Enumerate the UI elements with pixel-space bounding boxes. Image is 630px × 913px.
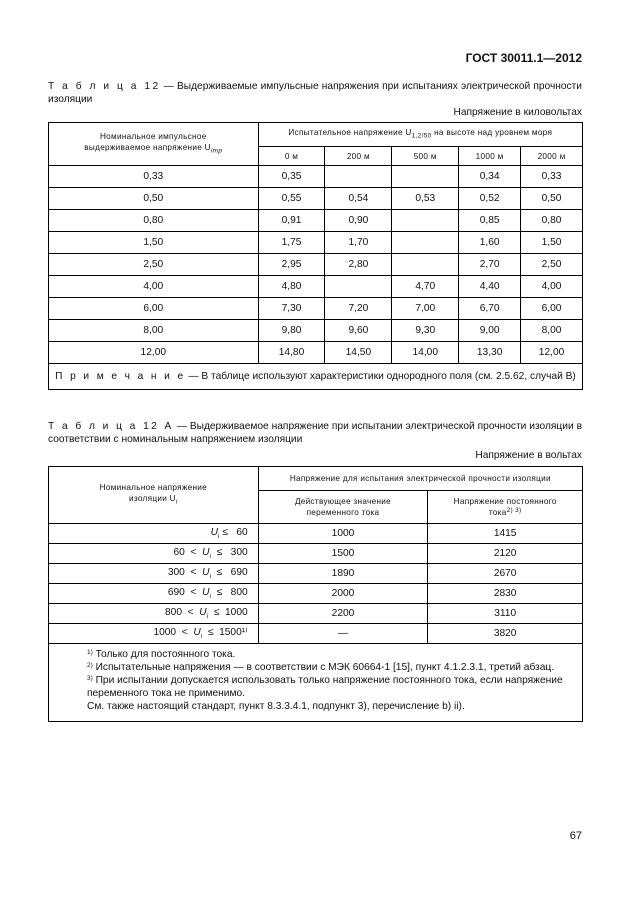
- table12a-group-header: Напряжение для испытания электрической прочности изоляции: [258, 467, 582, 491]
- test-voltage-cell: 6,00: [521, 298, 583, 320]
- test-voltage-cell: 7,00: [392, 298, 459, 320]
- header-text: Действующее значение: [294, 497, 392, 506]
- dc-voltage-cell: 2670: [428, 564, 583, 584]
- header-text: изоляции U: [129, 494, 176, 504]
- test-voltage-cell: 9,60: [325, 320, 392, 342]
- ac-voltage-cell: 1890: [258, 564, 428, 584]
- table-row: [49, 342, 583, 364]
- table12: [48, 122, 583, 390]
- test-voltage-cell: 9,80: [258, 320, 325, 342]
- header-text: Номинальное напряжение: [99, 483, 208, 493]
- header-sub: i: [175, 498, 178, 506]
- table-row: [49, 624, 583, 644]
- table-row: [49, 524, 583, 544]
- document-code: ГОСТ 30011.1—2012: [465, 51, 582, 65]
- table12a: [48, 466, 583, 722]
- ac-voltage-cell: —: [258, 624, 428, 644]
- altitude-header: 2000 м: [521, 147, 583, 166]
- test-voltage-cell: 0,91: [258, 210, 325, 232]
- nominal-voltage-cell: 6,00: [49, 298, 259, 320]
- altitude-header: 0 м: [258, 147, 325, 166]
- test-voltage-cell: [392, 232, 459, 254]
- table12a-col1-header: [49, 467, 259, 524]
- nominal-voltage-cell: 0,80: [49, 210, 259, 232]
- header-sub: 1,2/50: [411, 132, 432, 140]
- test-voltage-cell: 0,54: [325, 188, 392, 210]
- test-voltage-cell: 7,20: [325, 298, 392, 320]
- ac-voltage-cell: 2000: [258, 584, 428, 604]
- dc-voltage-cell: 1415: [428, 524, 583, 544]
- test-voltage-cell: 12,00: [521, 342, 583, 364]
- dc-voltage-cell: 2830: [428, 584, 583, 604]
- test-voltage-cell: 1,75: [258, 232, 325, 254]
- header-text: выдерживаемое напряжение U: [84, 143, 211, 153]
- table12a-units: Напряжение в вольтах: [475, 450, 582, 461]
- dc-voltage-cell: 3820: [428, 624, 583, 644]
- test-voltage-cell: 9,00: [459, 320, 521, 342]
- nominal-voltage-cell: 0,50: [49, 188, 259, 210]
- footnote-4: См. также настоящий стандарт, пункт 8.3.3.4.1, подпункт 3), перечисление b) ii).: [87, 701, 465, 712]
- nominal-voltage-cell: 8,00: [49, 320, 259, 342]
- test-voltage-cell: 9,30: [392, 320, 459, 342]
- table-row: [49, 298, 583, 320]
- test-voltage-cell: 4,80: [258, 276, 325, 298]
- header-text: тока: [488, 508, 507, 517]
- table12a-caption-text: — Выдерживаемое напряжение при испытании электрической прочности изоляции в соответствии с номинальным напряжением изоляции: [48, 421, 582, 445]
- table-row: [49, 210, 583, 232]
- test-voltage-cell: 0,53: [392, 188, 459, 210]
- dc-voltage-cell: 3110: [428, 604, 583, 624]
- ac-voltage-cell: 1500: [258, 544, 428, 564]
- test-voltage-cell: 1,60: [459, 232, 521, 254]
- table12-note: [49, 364, 583, 390]
- note-label: П р и м е ч а н и е: [55, 371, 186, 382]
- header-text: на высоте над уровнем моря: [434, 128, 553, 138]
- test-voltage-cell: 14,80: [258, 342, 325, 364]
- footnote-2: [55, 661, 576, 674]
- test-voltage-cell: 0,90: [325, 210, 392, 232]
- voltage-range-cell: $U_i \le 60$: [49, 524, 259, 544]
- test-voltage-cell: 2,80: [325, 254, 392, 276]
- header-sub: imp: [210, 147, 223, 155]
- nominal-voltage-cell: 4,00: [49, 276, 259, 298]
- nominal-voltage-cell: 12,00: [49, 342, 259, 364]
- footnote-text: Только для постоянного тока.: [92, 649, 236, 660]
- ac-header: [258, 491, 428, 524]
- table12-units: Напряжение в киловольтах: [453, 107, 582, 118]
- test-voltage-cell: 4,00: [521, 276, 583, 298]
- test-voltage-cell: 0,80: [521, 210, 583, 232]
- test-voltage-cell: 7,30: [258, 298, 325, 320]
- ac-voltage-cell: 1000: [258, 524, 428, 544]
- nominal-voltage-cell: 1,50: [49, 232, 259, 254]
- test-voltage-cell: 13,30: [459, 342, 521, 364]
- altitude-header: 500 м: [392, 147, 459, 166]
- footnote-sup: 1): [87, 649, 93, 656]
- footnote-1: [55, 648, 576, 661]
- test-voltage-cell: 14,50: [325, 342, 392, 364]
- test-voltage-cell: 6,70: [459, 298, 521, 320]
- table-row: [49, 188, 583, 210]
- test-voltage-cell: 4,70: [392, 276, 459, 298]
- table12-col1-header: [49, 123, 259, 166]
- table12-caption-label: Т а б л и ц а 12: [48, 81, 161, 92]
- test-voltage-cell: 0,50: [521, 188, 583, 210]
- table12-caption-text: — Выдерживаемые импульсные напряжения при испытаниях электрической прочности изоляции: [48, 81, 582, 105]
- test-voltage-cell: 0,35: [258, 166, 325, 188]
- note-text: — В таблице используют характеристики однородного поля (см. 2.5.62, случай В): [185, 371, 576, 382]
- table12a-footnotes: [49, 644, 583, 722]
- voltage-range-cell: $60 < U_i \le 300$: [49, 544, 259, 564]
- footnote-text: При испытании допускается использовать только напряжение постоянного тока, если напряжение переменного тока не применимо.: [87, 675, 563, 699]
- test-voltage-cell: 2,95: [258, 254, 325, 276]
- dc-voltage-cell: 2120: [428, 544, 583, 564]
- header-text: Напряжение постоянного: [453, 497, 557, 506]
- table-row: [49, 276, 583, 298]
- dc-header: [428, 491, 583, 524]
- voltage-range-cell: $800 < U_i \le 1000$: [49, 604, 259, 624]
- test-voltage-cell: 8,00: [521, 320, 583, 342]
- test-voltage-cell: 0,55: [258, 188, 325, 210]
- table-row: [49, 544, 583, 564]
- table12-caption: [48, 80, 582, 106]
- test-voltage-cell: 0,34: [459, 166, 521, 188]
- table-row: [49, 584, 583, 604]
- table12a-caption-label: Т а б л и ц а 12 А: [48, 421, 174, 432]
- header-text: Испытательное напряжение U: [288, 128, 412, 138]
- test-voltage-cell: 14,00: [392, 342, 459, 364]
- footnote-sup: 2): [87, 662, 93, 669]
- test-voltage-cell: 1,70: [325, 232, 392, 254]
- test-voltage-cell: [392, 210, 459, 232]
- table-row: [49, 320, 583, 342]
- table-row: [49, 564, 583, 584]
- footnote-sup: 3): [87, 675, 93, 682]
- voltage-range-cell: $690 < U_i \le 800$: [49, 584, 259, 604]
- test-voltage-cell: 0,33: [521, 166, 583, 188]
- test-voltage-cell: [392, 254, 459, 276]
- test-voltage-cell: 4,40: [459, 276, 521, 298]
- nominal-voltage-cell: 2,50: [49, 254, 259, 276]
- altitude-header: 200 м: [325, 147, 392, 166]
- test-voltage-cell: [392, 166, 459, 188]
- test-voltage-cell: 0,85: [459, 210, 521, 232]
- test-voltage-cell: [325, 276, 392, 298]
- table-row: [49, 254, 583, 276]
- table12-group-header: [258, 123, 582, 147]
- table12a-caption: [48, 420, 582, 446]
- ac-voltage-cell: 2200: [258, 604, 428, 624]
- test-voltage-cell: 2,50: [521, 254, 583, 276]
- voltage-range-cell: $1000 < U_i \le 1500^{1)}$: [49, 624, 259, 644]
- voltage-range-cell: $300 < U_i \le 690$: [49, 564, 259, 584]
- footnote-text: Испытательные напряжения — в соответствии с МЭК 60664-1 [15], пункт 4.1.2.3.1, третий абзац.: [92, 662, 555, 673]
- header-text: переменного тока: [306, 508, 380, 517]
- test-voltage-cell: 1,50: [521, 232, 583, 254]
- header-text: Номинальное импульсное: [99, 132, 207, 142]
- table-row: [49, 232, 583, 254]
- test-voltage-cell: [325, 166, 392, 188]
- table-row: [49, 604, 583, 624]
- altitude-header: 1000 м: [459, 147, 521, 166]
- page-number: 67: [569, 830, 582, 842]
- test-voltage-cell: 0,52: [459, 188, 521, 210]
- test-voltage-cell: 2,70: [459, 254, 521, 276]
- header-sup: 2) 3): [506, 507, 522, 514]
- table-row: [49, 166, 583, 188]
- footnote-3: [55, 674, 576, 700]
- nominal-voltage-cell: 0,33: [49, 166, 259, 188]
